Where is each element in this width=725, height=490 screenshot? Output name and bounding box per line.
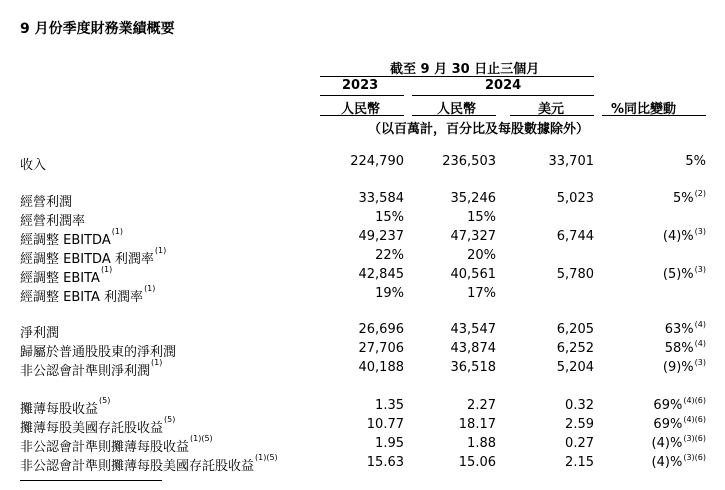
yoy-value: 69% <box>653 417 683 432</box>
row-label-text: 收入 <box>20 158 47 173</box>
col-usd-header: 美元 <box>538 102 565 117</box>
row-label <box>20 191 72 210</box>
row-label-text: 非公認會計準則淨利潤 <box>20 364 151 379</box>
cell-usd: 2.15 <box>565 455 594 470</box>
footnote-ref: (1) <box>144 284 156 293</box>
footnote-ref: (3)(6) <box>683 453 706 462</box>
row-label <box>20 322 59 341</box>
yoy-value: (9)% <box>662 360 694 375</box>
cell-2024: 2.27 <box>467 398 496 413</box>
cell-yoy <box>652 436 706 451</box>
cell-2023: 1.35 <box>375 398 404 413</box>
cell-2024: 43,547 <box>450 322 496 337</box>
cell-usd: 5,204 <box>556 360 594 375</box>
cell-2024: 236,503 <box>442 154 496 169</box>
row-label <box>20 436 213 455</box>
cell-yoy <box>652 455 706 470</box>
row-label-text: 歸屬於普通股股東的淨利潤 <box>20 345 177 360</box>
row-label-text: 非公認會計準則攤薄每股收益 <box>20 440 190 455</box>
cell-usd: 5,023 <box>556 191 594 206</box>
yoy-value: 5% <box>685 154 706 169</box>
footnote-ref: (3) <box>694 265 706 274</box>
row-label-text: 經營利潤 <box>20 195 73 210</box>
yoy-value: (4)% <box>662 229 694 244</box>
cell-2024: 35,246 <box>450 191 496 206</box>
period-rule <box>320 76 594 77</box>
col-rmb-2024-header: 人民幣 <box>437 102 477 117</box>
cell-2024: 15% <box>467 210 496 225</box>
cell-2024: 36,518 <box>450 360 496 375</box>
year-2023-header: 2023 <box>342 78 379 93</box>
year-2024-header: 2024 <box>485 78 522 93</box>
footnote-ref: (4)(6) <box>683 396 706 405</box>
col-yoy-header: %同比變動 <box>611 102 677 117</box>
footnote-ref: (1) <box>154 246 167 255</box>
cell-yoy <box>665 322 706 337</box>
cell-usd: 6,744 <box>556 229 594 244</box>
cell-2024: 43,874 <box>450 341 496 356</box>
col-usd-rule <box>510 115 594 116</box>
cell-2024: 47,327 <box>450 229 496 244</box>
cell-2023: 22% <box>375 248 404 263</box>
yoy-value: (5)% <box>662 267 694 282</box>
cell-yoy <box>663 360 706 375</box>
row-label <box>20 286 155 305</box>
cell-2023: 27,706 <box>358 341 404 356</box>
row-label-text: 經營利潤率 <box>20 214 86 229</box>
yoy-value: 63% <box>664 322 694 337</box>
cell-2023: 10.77 <box>366 417 404 432</box>
cell-usd: 0.32 <box>565 398 594 413</box>
cell-2023: 1.95 <box>375 436 404 451</box>
row-label-text: 攤薄每股收益 <box>20 402 99 417</box>
row-label-text: 攤薄每股美國存託股收益 <box>20 421 164 436</box>
cell-2023: 33,584 <box>358 191 404 206</box>
col-rmb-2024-rule <box>412 115 496 116</box>
cell-2024: 15.06 <box>458 455 496 470</box>
row-label-text: 經調整 EBITA 利潤率 <box>20 290 144 305</box>
footnote-ref: (2) <box>694 189 706 198</box>
row-label-text: 經調整 EBITDA <box>20 233 111 248</box>
row-label-text: 經調整 EBITA <box>20 271 100 286</box>
page-title: 9 月份季度財務業績概要 <box>20 21 175 37</box>
cell-yoy <box>685 154 706 169</box>
row-label-text: 淨利潤 <box>20 326 60 341</box>
cell-2024: 1.88 <box>467 436 496 451</box>
row-label <box>20 267 112 286</box>
cell-2024: 18.17 <box>458 417 496 432</box>
row-label <box>20 229 123 248</box>
footnote-ref: (1)(5) <box>255 453 278 462</box>
footnote-ref: (3)(6) <box>683 434 706 443</box>
cell-2023: 40,188 <box>358 360 404 375</box>
yoy-value: (4)% <box>651 455 683 470</box>
cell-2023: 224,790 <box>350 154 404 169</box>
yoy-value: 69% <box>653 398 683 413</box>
footnote-ref: (3) <box>694 358 706 367</box>
row-label <box>20 455 278 474</box>
cell-usd: 5,780 <box>556 267 594 282</box>
col-yoy-rule <box>602 115 706 116</box>
cell-2024: 17% <box>467 286 496 301</box>
row-label-text: 非公認會計準則攤薄每股美國存託股收益 <box>20 459 255 474</box>
footnote-ref: (1) <box>151 358 163 367</box>
footnote-ref: (4) <box>694 339 706 348</box>
cell-2023: 15.63 <box>366 455 404 470</box>
footnote-ref: (1) <box>100 265 113 274</box>
cell-2024: 20% <box>467 248 496 263</box>
cell-usd: 6,205 <box>556 322 594 337</box>
footnote-ref: (1)(5) <box>190 434 213 443</box>
row-label <box>20 154 46 173</box>
cell-usd: 33,701 <box>548 154 594 169</box>
footnote-ref: (3) <box>694 227 706 236</box>
cell-usd: 0.27 <box>565 436 594 451</box>
col-rmb-2023-header: 人民幣 <box>341 102 381 117</box>
yoy-value: 5% <box>673 191 694 206</box>
row-label <box>20 417 175 436</box>
units-note: （以百萬計，百分比及每股數據除外） <box>368 122 590 137</box>
cell-usd: 2.59 <box>565 417 594 432</box>
col-rmb-2023-rule <box>320 115 404 116</box>
cell-2023: 26,696 <box>358 322 404 337</box>
footnote-ref: (5) <box>164 415 176 424</box>
row-label <box>20 210 85 229</box>
cell-2023: 42,845 <box>358 267 404 282</box>
footnote-ref: (5) <box>99 396 111 405</box>
footnote-ref: (4)(6) <box>683 415 706 424</box>
row-label <box>20 248 166 267</box>
cell-yoy <box>663 267 706 282</box>
cell-yoy <box>673 191 706 206</box>
footnote-ref: (1) <box>111 227 124 236</box>
year-2024-rule <box>412 95 594 96</box>
row-label <box>20 398 110 417</box>
cell-yoy <box>653 417 706 432</box>
cell-usd: 6,252 <box>556 341 594 356</box>
cell-2023: 19% <box>375 286 404 301</box>
row-label-text: 經調整 EBITDA 利潤率 <box>20 252 154 267</box>
cell-2023: 49,237 <box>358 229 404 244</box>
footnote-ref: (4) <box>694 320 706 329</box>
period-header: 截至 9 月 30 日止三個月 <box>390 62 540 77</box>
footnote-rule <box>20 480 162 481</box>
row-label <box>20 360 162 379</box>
yoy-value: 58% <box>664 341 694 356</box>
cell-2023: 15% <box>375 210 404 225</box>
cell-yoy <box>663 229 706 244</box>
yoy-value: (4)% <box>651 436 683 451</box>
year-2023-rule <box>320 95 404 96</box>
cell-2024: 40,561 <box>450 267 496 282</box>
cell-yoy <box>665 341 706 356</box>
cell-yoy <box>653 398 706 413</box>
